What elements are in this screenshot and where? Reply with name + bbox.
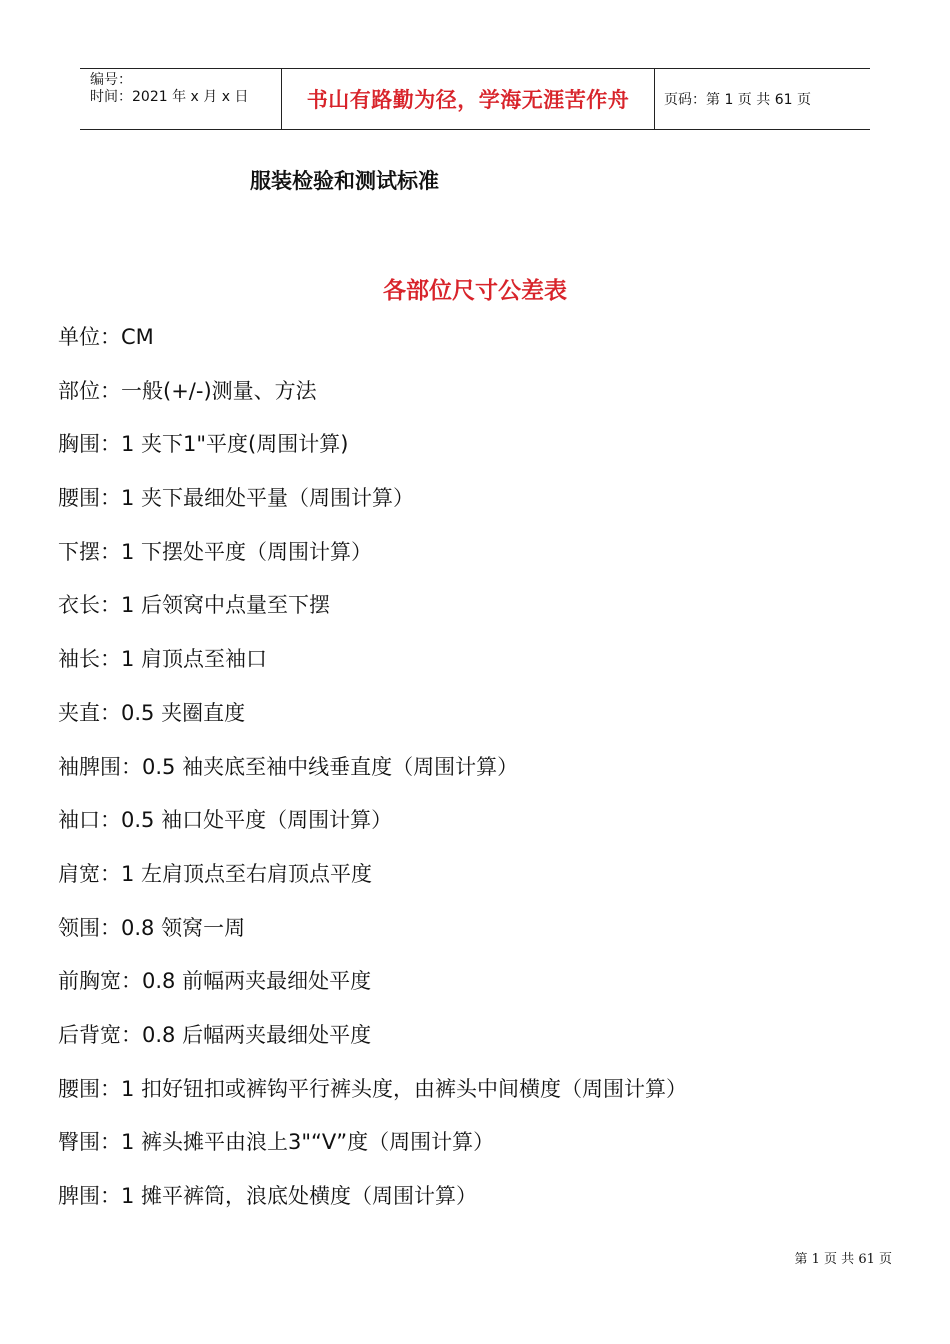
list-item: 腰围：1 夹下最细处平量（周围计算） (58, 486, 415, 511)
list-item: 肩宽：1 左肩顶点至右肩顶点平度 (58, 861, 373, 886)
list-item: 臀围：1 裤头摊平由浪上3"“V”度（周围计算） (58, 1130, 495, 1155)
document-title: 服装检验和测试标准 (250, 169, 439, 193)
list-item: 单位：CM (58, 325, 154, 349)
list-item: 部位：一般(+/-)测量、方法 (58, 378, 317, 403)
list-item: 夹直：0.5 夹圈直度 (58, 700, 246, 725)
page-footer: 第 1 页 共 61 页 (794, 1252, 892, 1267)
list-item: 袖口：0.5 袖口处平度（周围计算） (58, 808, 393, 833)
list-item: 下摆：1 下摆处平度（周围计算） (58, 539, 373, 564)
time-label: 时间：2021 年 x 月 x 日 (90, 89, 249, 105)
list-item: 腰围：1 扣好钮扣或裤钩平行裤头度，由裤头中间横度（周围计算） (58, 1076, 688, 1101)
list-item: 领围：0.8 领窝一周 (58, 915, 246, 940)
list-item: 衣长：1 后领窝中点量至下摆 (58, 593, 331, 618)
list-item: 后背宽：0.8 后幅两夹最细处平度 (58, 1022, 372, 1047)
section-title: 各部位尺寸公差表 (383, 278, 567, 304)
list-item: 胸围：1 夹下1"平度(周围计算) (58, 432, 349, 457)
header-meta (90, 69, 280, 132)
tolerance-list (58, 320, 918, 1233)
list-item: 袖脾围：0.5 袖夹底至袖中线垂直度（周围计算） (58, 754, 519, 779)
number-label: 编号： (90, 72, 132, 88)
header-motto-cell (281, 69, 655, 129)
list-item: 袖长：1 肩顶点至袖口 (58, 647, 268, 672)
page-header (80, 68, 870, 130)
header-page-info: 页码：第 1 页 共 61 页 (664, 92, 811, 108)
header-motto: 书山有路勤为径，学海无涯苦作舟 (306, 88, 630, 112)
list-item: 脾围：1 摊平裤筒，浪底处横度（周围计算） (58, 1184, 478, 1208)
list-item: 前胸宽：0.8 前幅两夹最细处平度 (58, 969, 372, 994)
